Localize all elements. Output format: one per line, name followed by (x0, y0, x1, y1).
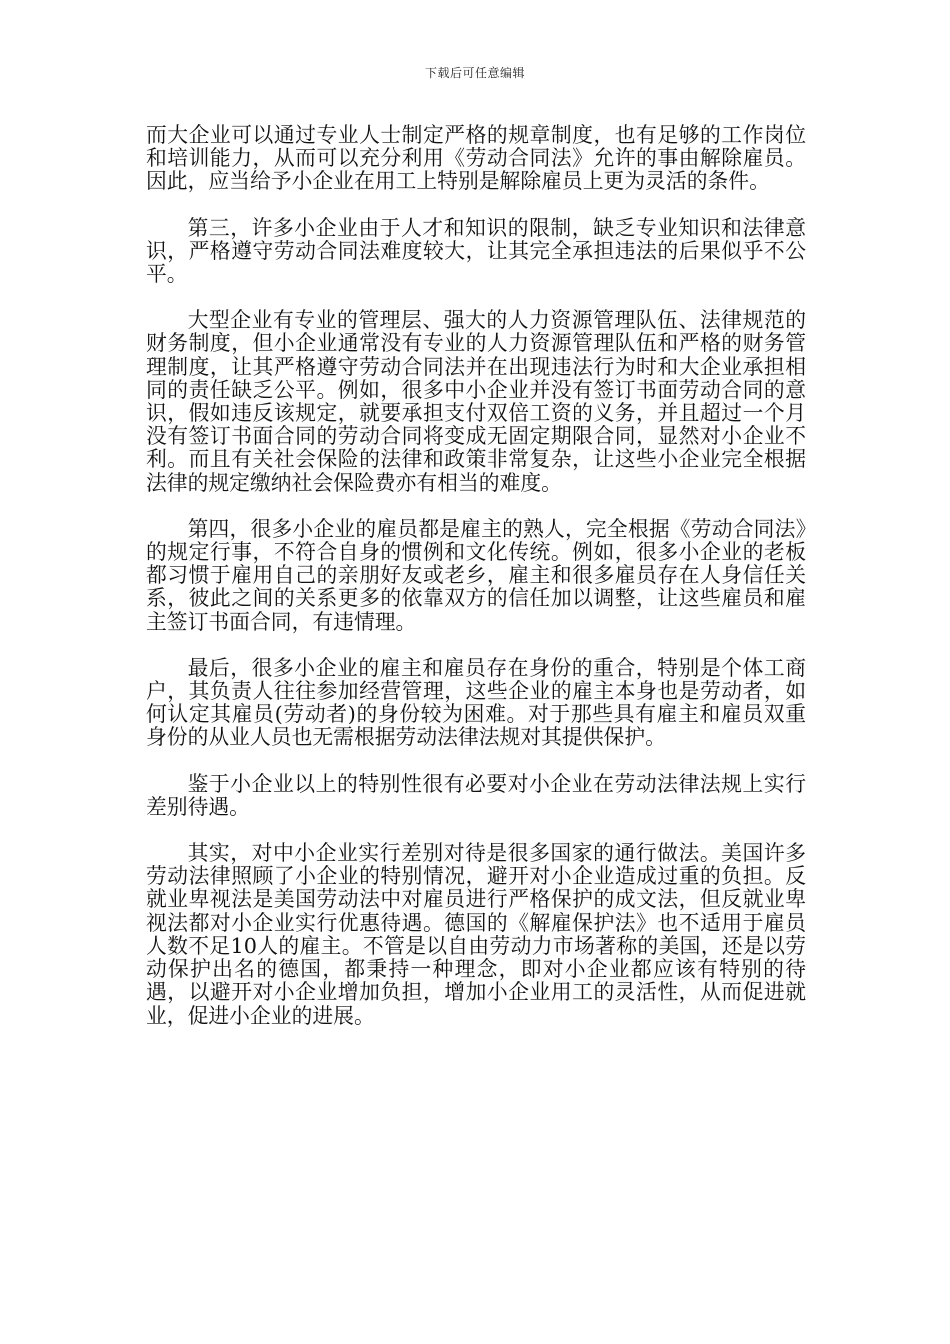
paragraph-finally: 最后，很多小企业的雇主和雇员存在身份的重合，特别是个体工商户，其负责人往往参加经营管理，这些企业的雇主本身也是劳动者，如何认定其雇员(劳动者)的身份较为困难。对于那些具有雇主和雇员双重身份的从业人员也无需根据劳动法律法规对其提供保护。 (146, 655, 806, 750)
paragraph-third-point: 第三，许多小企业由于人才和知识的限制，缺乏专业知识和法律意识，严格遵守劳动合同法难度较大，让其完全承担违法的后果似乎不公平。 (146, 215, 806, 287)
paragraph-large-enterprise-comparison: 大型企业有专业的管理层、强大的人力资源管理队伍、法律规范的财务制度，但小企业通常没有专业的人力资源管理队伍和严格的财务管理制度，让其严格遵守劳动合同法并在出现违法行为时和大企业承担相同的责任缺乏公平。例如，很多中小企业并没有签订书面劳动合同的意识，假如违反该规定，就要承担支付双倍工资的义务，并且超过一个月没有签订书面合同的劳动合同将变成无固定期限合同，显然对小企业不利。而且有关社会保险的法律和政策非常复杂，让这些小企业完全根据法律的规定缴纳社会保险费亦有相当的难度。 (146, 308, 806, 495)
paragraph-in-view-of: 鉴于小企业以上的特别性很有必要对小企业在劳动法律法规上实行差别待遇。 (146, 771, 806, 819)
page-header: 下载后可任意编辑 (424, 66, 525, 80)
paragraph-international-practice: 其实，对中小企业实行差别对待是很多国家的通行做法。美国许多劳动法律照顾了小企业的特别情况，避开对小企业造成过重的负担。反就业卑视法是美国劳动法中对雇员进行严格保护的成文法，但反就业卑视法都对小企业实行优惠待遇。德国的《解雇保护法》也不适用于雇员人数不足10人的雇主。不管是以自由劳动力市场著称的美国，还是以劳动保护出名的德国，都秉持一种理念，即对小企业都应该有特别的待遇，以避开对小企业增加负担，增加小企业用工的灵活性，从而促进就业，促进小企业的进展。 (146, 841, 806, 1028)
paragraph-fourth-point: 第四，很多小企业的雇员都是雇主的熟人，完全根据《劳动合同法》的规定行事，不符合自身的惯例和文化传统。例如，很多小企业的老板都习惯于雇用自己的亲朋好友或老乡，雇主和很多雇员存在人身信任关系，彼此之间的关系更多的依靠双方的信任加以调整，让这些雇员和雇主签订书面合同，有违情理。 (146, 516, 806, 634)
document-body (146, 124, 806, 1051)
paragraph-continuation: 而大企业可以通过专业人士制定严格的规章制度，也有足够的工作岗位和培训能力，从而可以充分利用《劳动合同法》允许的事由解除雇员。因此，应当给予小企业在用工上特别是解除雇员上更为灵活的条件。 (146, 123, 806, 194)
